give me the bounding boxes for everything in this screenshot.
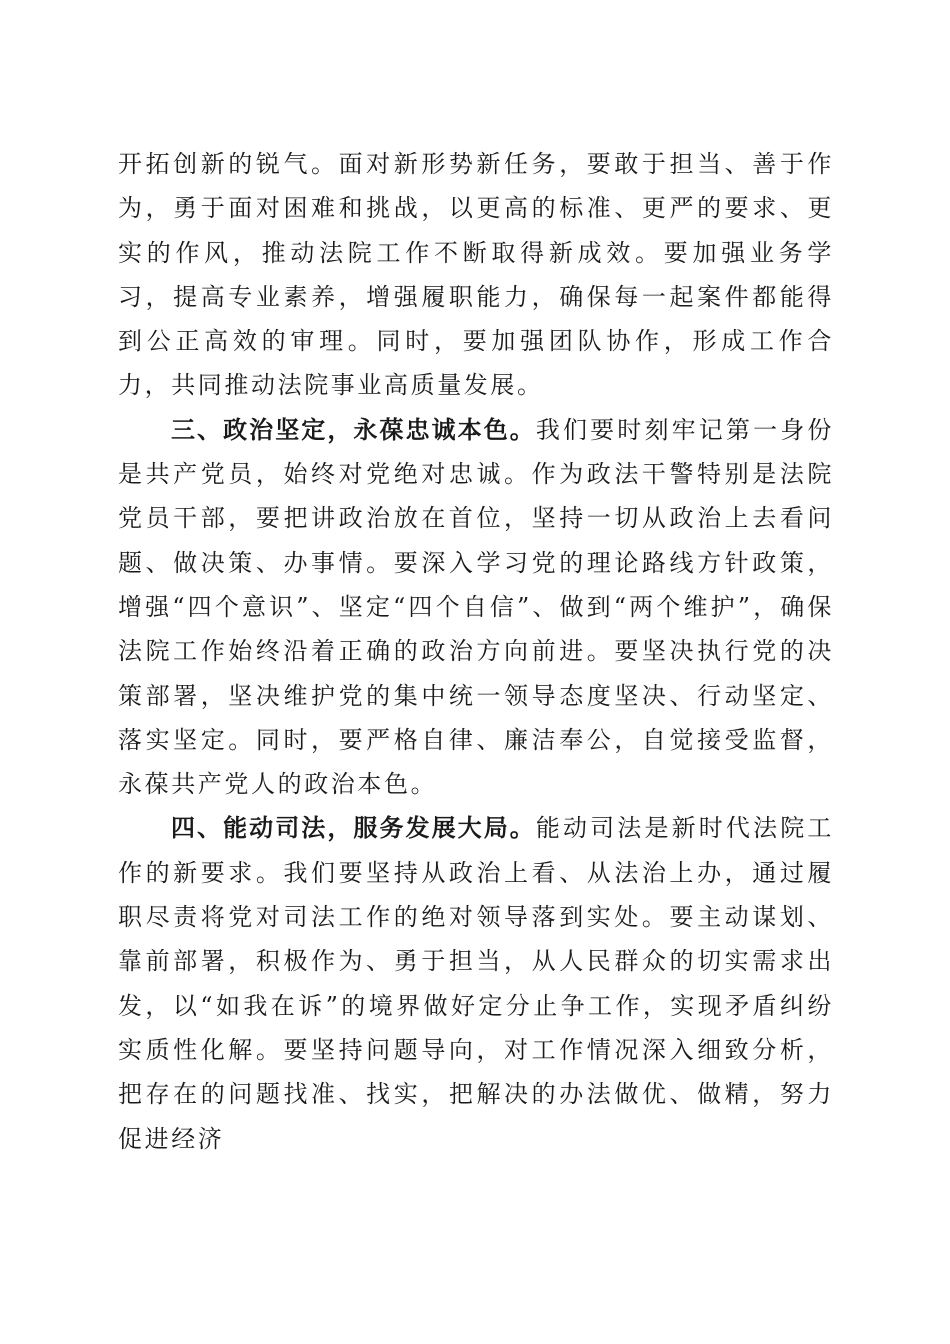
paragraph-continuation [118, 142, 834, 408]
paragraph-body: 我们要时刻牢记第一身份是共产党员，始终对党绝对忠诚。作为政法干警特别是法院党员干部，要把讲政治放在首位，坚持一切从政治上去看问题、做决策、办事情。要深入学习党的理论路线方针政策，增强“四个意识”、坚定“四个自信”、做到“两个维护”，确保法院工作始终沿着正确的政治方向前进。要坚决执行党的决策部署，坚决维护党的集中统一领导态度坚决、行动坚定、落实坚定。同时，要严格自律、廉洁奉公，自觉接受监督，永葆共产党人的政治本色。 [118, 415, 834, 799]
paragraph-section-four [118, 806, 834, 1160]
section-heading: 三、政治坚定，永葆忠诚本色。 [171, 415, 536, 444]
document-body [118, 142, 834, 1161]
paragraph-body: 开拓创新的锐气。面对新形势新任务，要敢于担当、善于作为，勇于面对困难和挑战，以更高的标准、更严的要求、更实的作风，推动法院工作不断取得新成效。要加强业务学习，提高专业素养，增强履职能力，确保每一起案件都能得到公正高效的审理。同时，要加强团队协作，形成工作合力，共同推动法院事业高质量发展。 [118, 150, 834, 400]
section-heading: 四、能动司法，服务发展大局。 [171, 814, 536, 843]
paragraph-body: 能动司法是新时代法院工作的新要求。我们要坚持从政治上看、从法治上办，通过履职尽责将党对司法工作的绝对领导落到实处。要主动谋划、靠前部署，积极作为、勇于担当，从人民群众的切实需求出发，以“如我在诉”的境界做好定分止争工作，实现矛盾纠纷实质性化解。要坚持问题导向，对工作情况深入细致分析，把存在的问题找准、找实，把解决的办法做优、做精，努力促进经济 [118, 814, 834, 1153]
paragraph-section-three [118, 408, 834, 807]
